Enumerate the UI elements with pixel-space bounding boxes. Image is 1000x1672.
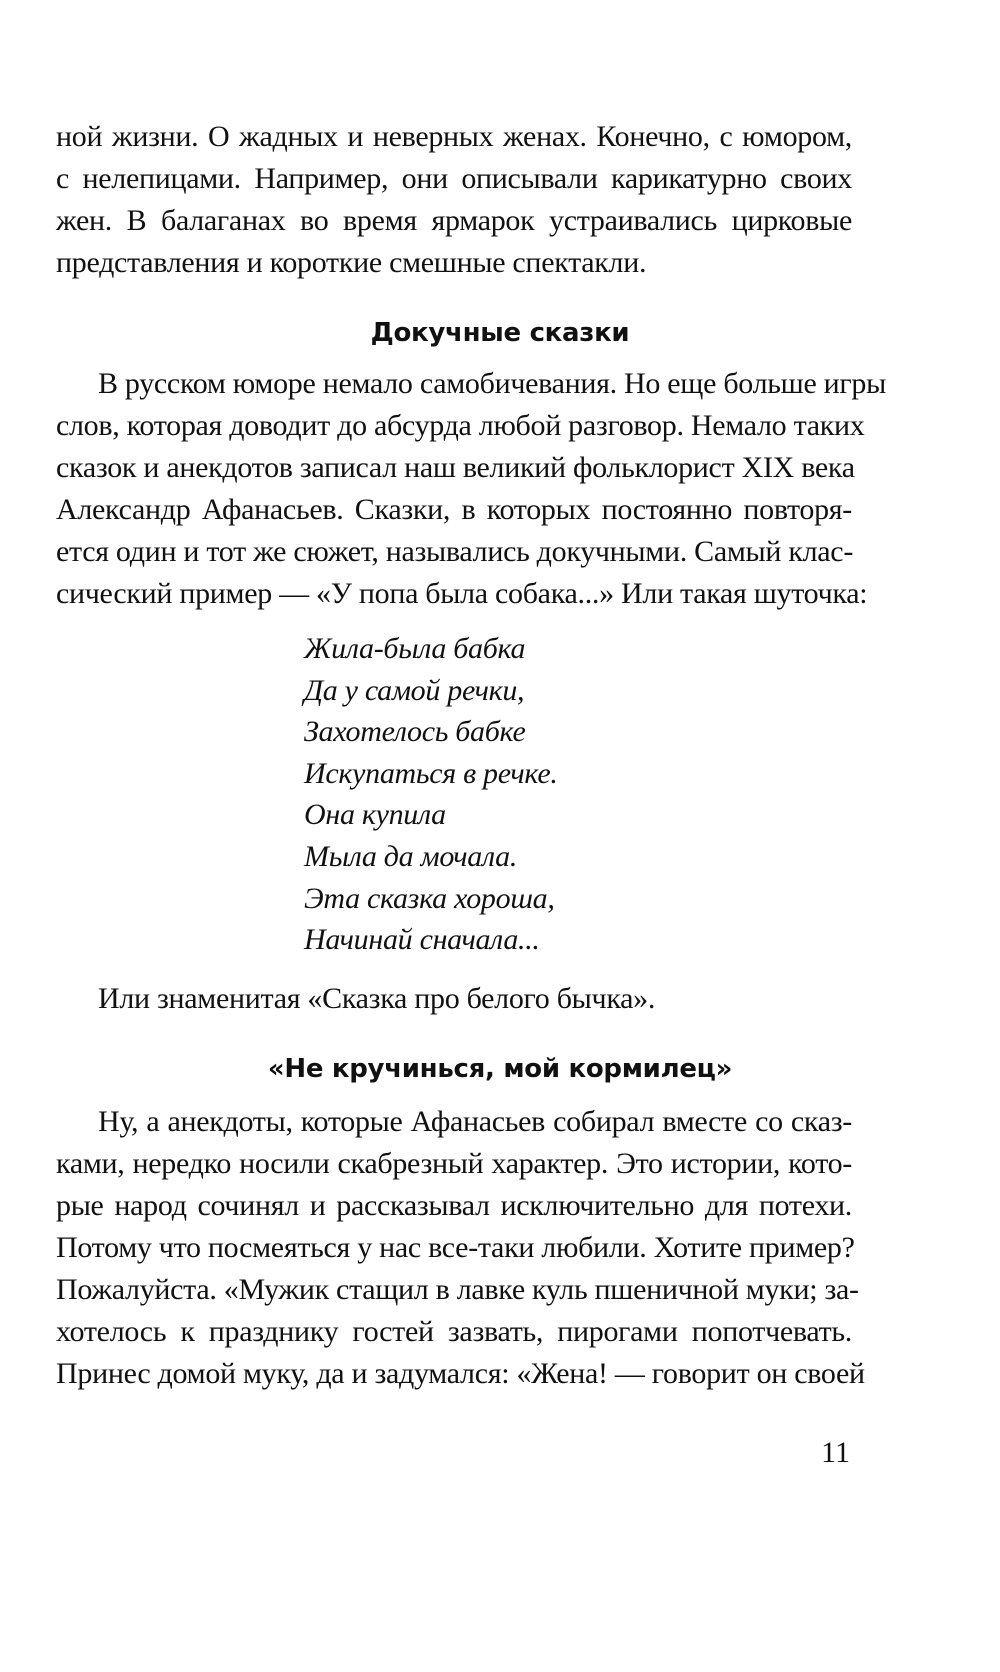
text-line: хотелось к празднику гостей зазвать, пирогами попотчевать. (56, 1315, 852, 1348)
poem-line: Эта сказка хороша, (304, 881, 555, 915)
text-line: Ну, а анекдоты, которые Афанасьев собирал вместе со сказ- (98, 1105, 852, 1138)
text-line: ется один и тот же сюжет, назывались докучными. Самый клас- (56, 535, 854, 568)
text-line: сказок и анекдотов записал наш великий фольклорист XIX века (56, 451, 855, 484)
section-heading-dokuchnye: Докучные сказки (370, 318, 630, 348)
text-line: с нелепицами. Например, они описывали карикатурно своих (56, 162, 852, 195)
text-line: В русском юморе немало самобичевания. Но еще больше игры (98, 367, 886, 400)
poem-line: Жила-была бабка (304, 632, 526, 665)
text-line: жен. В балаганах во время ярмарок устраивались цирковые (56, 204, 852, 237)
text-line: слов, которая доводит до абсурда любой разговор. Немало таких (56, 409, 865, 442)
text-line: ками, нередко носили скабрезный характер. Это истории, кото- (56, 1147, 852, 1180)
text-line: рые народ сочинял и рассказывал исключительно для потехи. (56, 1189, 852, 1222)
paragraph-intro (56, 116, 852, 284)
text-line: Пожалуйста. «Мужик стащил в лавке куль пшеничной муки; за- (56, 1273, 859, 1306)
poem-line: Захотелось бабке (304, 715, 526, 749)
paragraph-anekdoty (56, 1101, 865, 1395)
poem-line: Да у самой речки, (304, 673, 525, 707)
poem-line: Начинай сначала... (304, 923, 540, 957)
text-line: ной жизни. О жадных и неверных женах. Конечно, с юмором, (56, 120, 852, 153)
poem-line: Мыла да мочала. (304, 839, 518, 873)
text-line: сический пример — «У попа была собака...» Или такая шуточка: (56, 577, 868, 610)
section-heading-ne-kruchinsya: «Не кручинься, мой кормилец» (267, 1054, 733, 1084)
text-line: представления и короткие смешные спектакли. (56, 246, 647, 279)
poem-line: Искупаться в речке. (304, 756, 558, 790)
paragraph-dokuchnye (56, 363, 886, 615)
poem-block (304, 628, 724, 961)
text-line: Принес домой муку, да и задумался: «Жена! — говорит он своей (56, 1357, 865, 1390)
page-number: 11 (821, 1436, 850, 1469)
text-line: Потому что посмеяться у нас все-таки любили. Хотите пример? (56, 1231, 855, 1264)
paragraph-belyi-bychok: Или знаменитая «Сказка про белого бычка». (98, 982, 656, 1015)
poem-line: Она купила (304, 798, 446, 832)
text-line: Александр Афанасьев. Сказки, в которых постоянно повторя- (56, 493, 852, 526)
